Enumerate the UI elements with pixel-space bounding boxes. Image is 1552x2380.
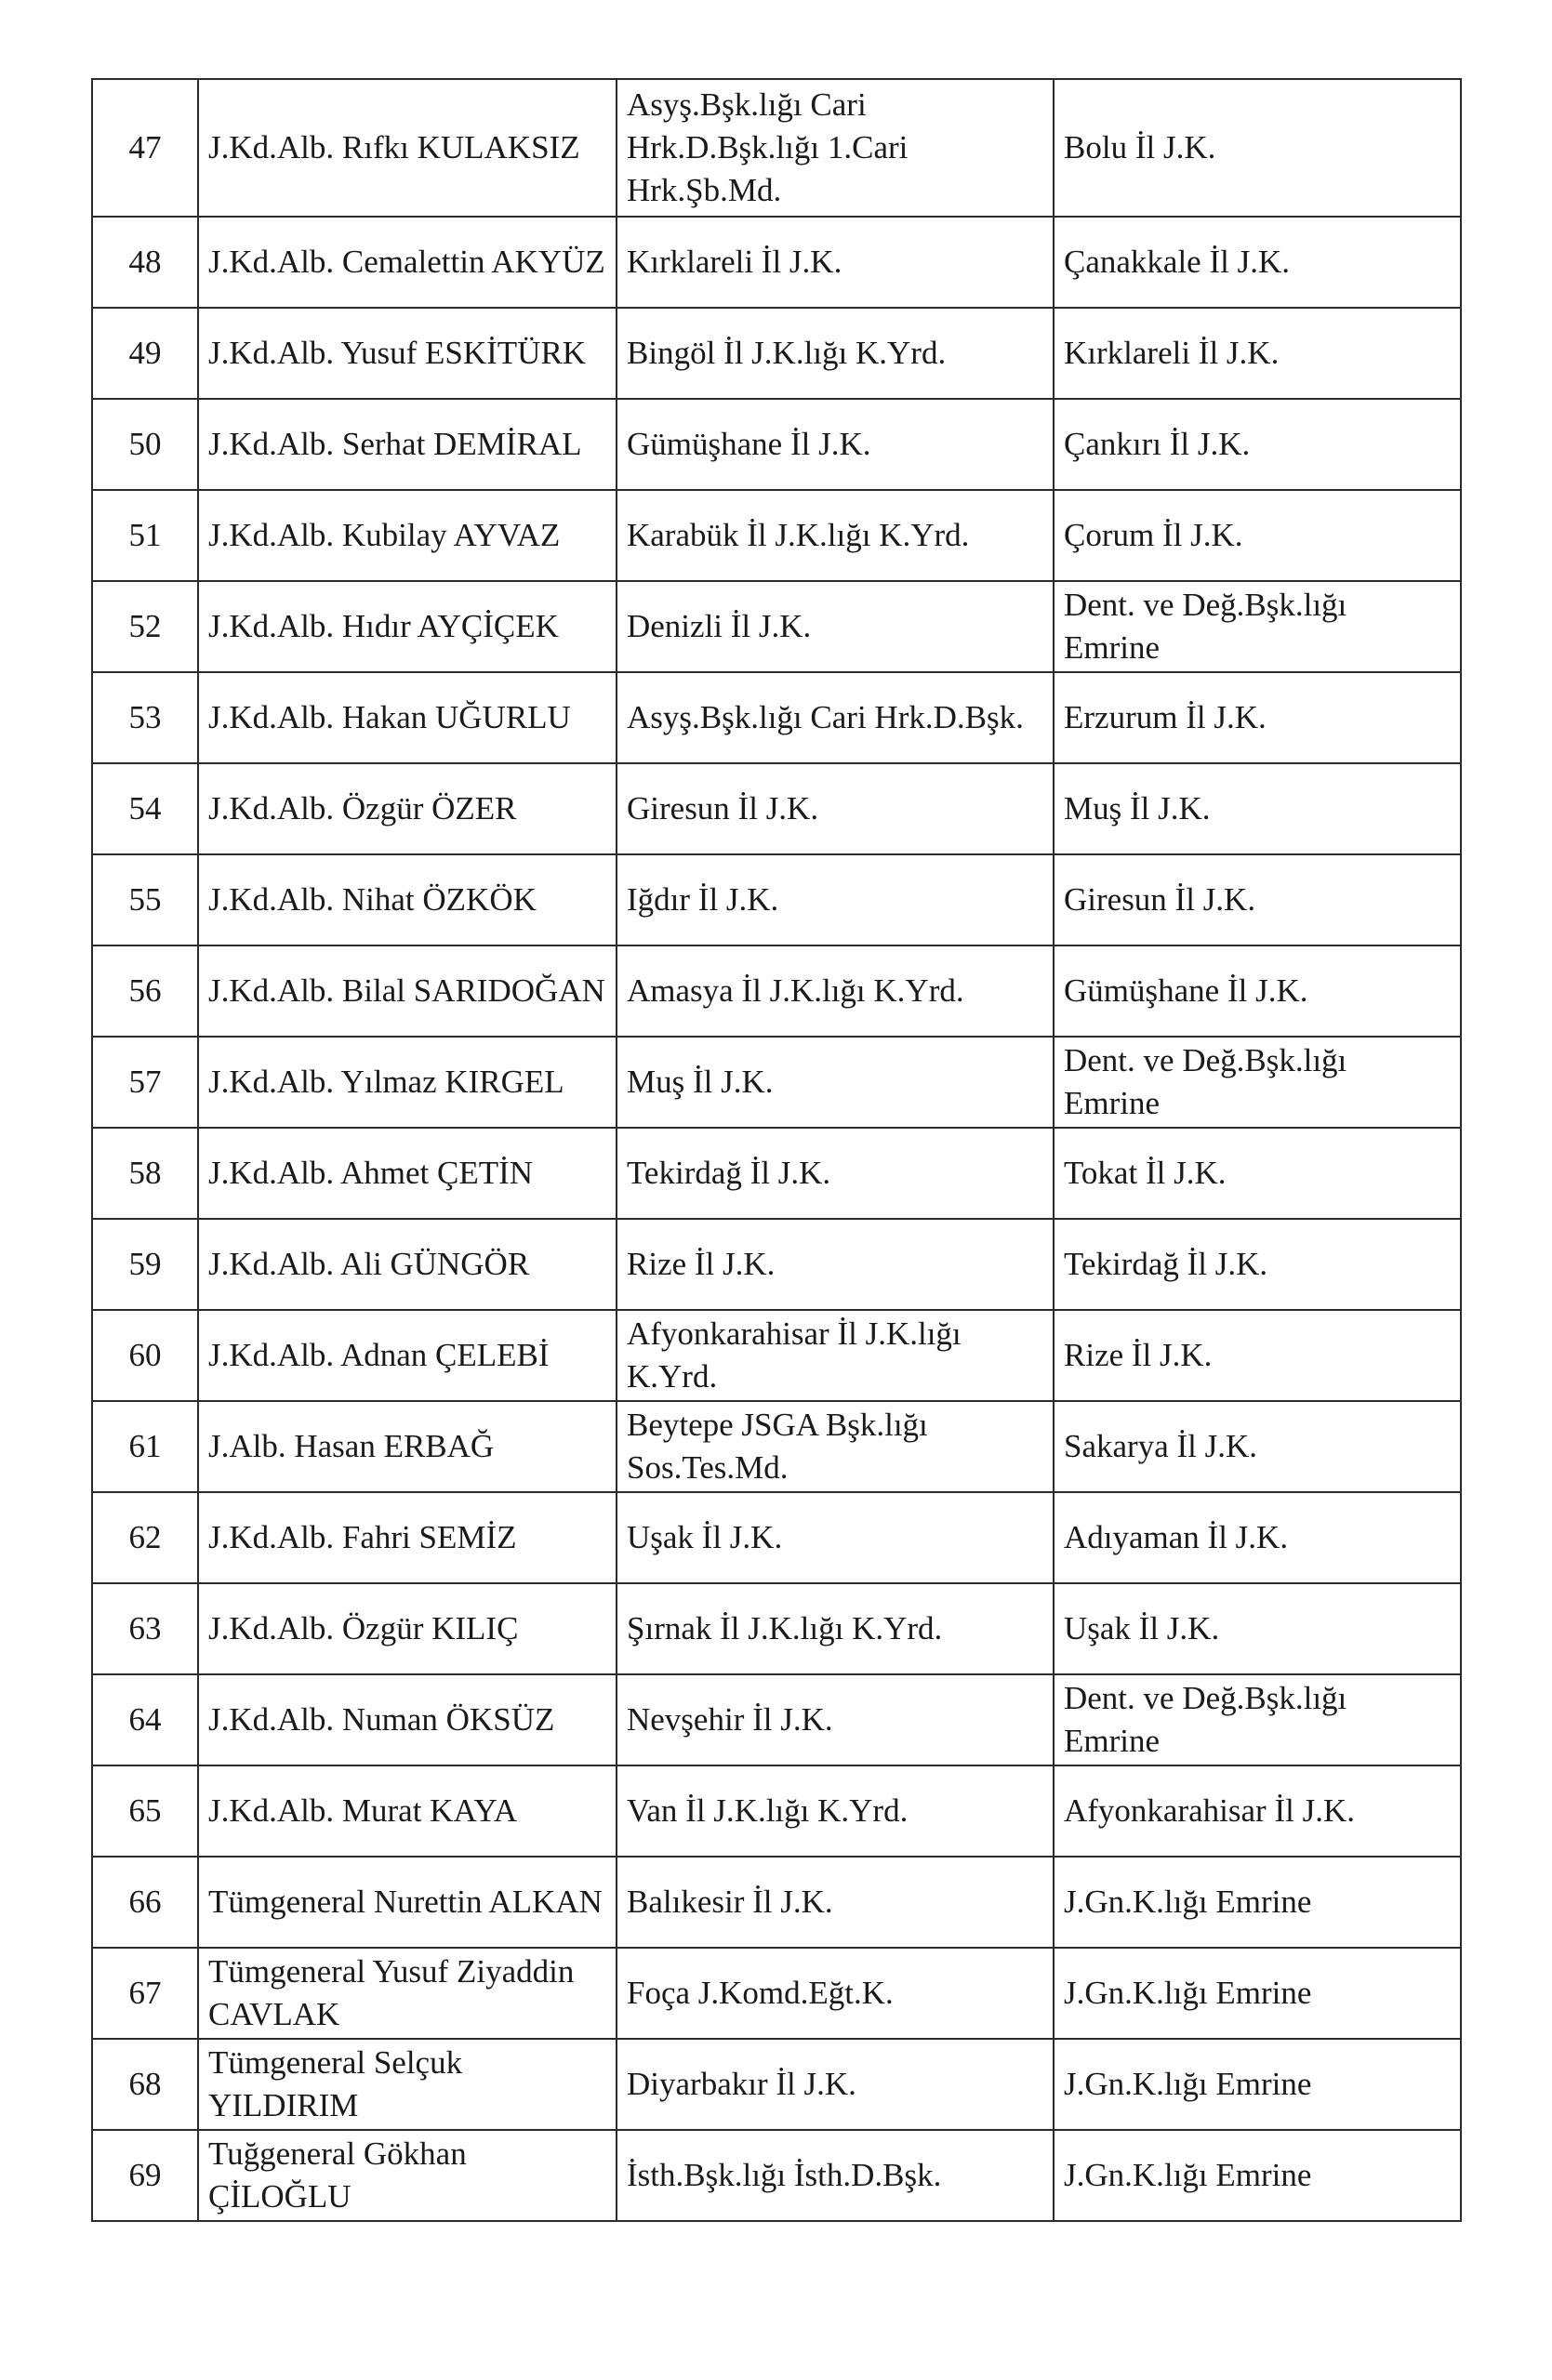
current-post: Asyş.Bşk.lığı Cari Hrk.D.Bşk.lığı 1.Cari Hrk.Şb.Md. — [617, 79, 1054, 217]
new-post: Uşak İl J.K. — [1054, 1583, 1461, 1674]
row-number: 66 — [92, 1857, 198, 1948]
person-name: Tümgeneral Yusuf Ziyaddin CAVLAK — [198, 1948, 617, 2039]
person-name: J.Kd.Alb. Ali GÜNGÖR — [198, 1219, 617, 1310]
current-post: Nevşehir İl J.K. — [617, 1674, 1054, 1765]
new-post: Çankırı İl J.K. — [1054, 399, 1461, 490]
person-name: J.Kd.Alb. Özgür KILIÇ — [198, 1583, 617, 1674]
current-post: İsth.Bşk.lığı İsth.D.Bşk. — [617, 2130, 1054, 2221]
person-name: J.Kd.Alb. Fahri SEMİZ — [198, 1492, 617, 1583]
new-post: Sakarya İl J.K. — [1054, 1401, 1461, 1492]
row-number: 68 — [92, 2039, 198, 2130]
current-post: Gümüşhane İl J.K. — [617, 399, 1054, 490]
row-number: 63 — [92, 1583, 198, 1674]
person-name: Tümgeneral Selçuk YILDIRIM — [198, 2039, 617, 2130]
person-name: Tümgeneral Nurettin ALKAN — [198, 1857, 617, 1948]
current-post: Karabük İl J.K.lığı K.Yrd. — [617, 490, 1054, 581]
row-number: 62 — [92, 1492, 198, 1583]
new-post: Gümüşhane İl J.K. — [1054, 945, 1461, 1037]
person-name: J.Kd.Alb. Murat KAYA — [198, 1765, 617, 1857]
table-row — [92, 945, 1461, 1037]
new-post: Dent. ve Değ.Bşk.lığı Emrine — [1054, 1037, 1461, 1128]
table-row — [92, 1492, 1461, 1583]
new-post: Çanakkale İl J.K. — [1054, 217, 1461, 308]
table-row — [92, 308, 1461, 399]
person-name: J.Kd.Alb. Yusuf ESKİTÜRK — [198, 308, 617, 399]
current-post: Rize İl J.K. — [617, 1219, 1054, 1310]
new-post: Tekirdağ İl J.K. — [1054, 1219, 1461, 1310]
person-name: J.Alb. Hasan ERBAĞ — [198, 1401, 617, 1492]
table-row — [92, 1037, 1461, 1128]
row-number: 60 — [92, 1310, 198, 1401]
new-post: J.Gn.K.lığı Emrine — [1054, 1857, 1461, 1948]
current-post: Kırklareli İl J.K. — [617, 217, 1054, 308]
current-post: Denizli İl J.K. — [617, 581, 1054, 672]
table-row — [92, 1583, 1461, 1674]
new-post: Dent. ve Değ.Bşk.lığı Emrine — [1054, 1674, 1461, 1765]
row-number: 67 — [92, 1948, 198, 2039]
person-name: J.Kd.Alb. Serhat DEMİRAL — [198, 399, 617, 490]
table-row — [92, 1219, 1461, 1310]
table-row — [92, 672, 1461, 763]
current-post: Muş İl J.K. — [617, 1037, 1054, 1128]
row-number: 49 — [92, 308, 198, 399]
current-post: Iğdır İl J.K. — [617, 854, 1054, 945]
table-row — [92, 2039, 1461, 2130]
person-name: J.Kd.Alb. Hakan UĞURLU — [198, 672, 617, 763]
row-number: 50 — [92, 399, 198, 490]
table-row — [92, 1857, 1461, 1948]
current-post: Asyş.Bşk.lığı Cari Hrk.D.Bşk. — [617, 672, 1054, 763]
current-post: Giresun İl J.K. — [617, 763, 1054, 854]
new-post: Dent. ve Değ.Bşk.lığı Emrine — [1054, 581, 1461, 672]
new-post: Erzurum İl J.K. — [1054, 672, 1461, 763]
assignment-table — [91, 78, 1462, 2222]
row-number: 51 — [92, 490, 198, 581]
new-post: Çorum İl J.K. — [1054, 490, 1461, 581]
row-number: 69 — [92, 2130, 198, 2221]
current-post: Uşak İl J.K. — [617, 1492, 1054, 1583]
current-post: Diyarbakır İl J.K. — [617, 2039, 1054, 2130]
row-number: 56 — [92, 945, 198, 1037]
table-row — [92, 1948, 1461, 2039]
row-number: 53 — [92, 672, 198, 763]
person-name: J.Kd.Alb. Hıdır AYÇİÇEK — [198, 581, 617, 672]
new-post: Muş İl J.K. — [1054, 763, 1461, 854]
row-number: 55 — [92, 854, 198, 945]
new-post: Bolu İl J.K. — [1054, 79, 1461, 217]
current-post: Balıkesir İl J.K. — [617, 1857, 1054, 1948]
new-post: J.Gn.K.lığı Emrine — [1054, 2130, 1461, 2221]
person-name: J.Kd.Alb. Kubilay AYVAZ — [198, 490, 617, 581]
current-post: Van İl J.K.lığı K.Yrd. — [617, 1765, 1054, 1857]
table-row — [92, 399, 1461, 490]
table-row — [92, 2130, 1461, 2221]
row-number: 58 — [92, 1128, 198, 1219]
row-number: 61 — [92, 1401, 198, 1492]
person-name: Tuğgeneral Gökhan ÇİLOĞLU — [198, 2130, 617, 2221]
person-name: J.Kd.Alb. Özgür ÖZER — [198, 763, 617, 854]
table-row — [92, 490, 1461, 581]
row-number: 48 — [92, 217, 198, 308]
new-post: Giresun İl J.K. — [1054, 854, 1461, 945]
person-name: J.Kd.Alb. Yılmaz KIRGEL — [198, 1037, 617, 1128]
row-number: 54 — [92, 763, 198, 854]
current-post: Şırnak İl J.K.lığı K.Yrd. — [617, 1583, 1054, 1674]
current-post: Bingöl İl J.K.lığı K.Yrd. — [617, 308, 1054, 399]
table-row — [92, 1674, 1461, 1765]
new-post: Tokat İl J.K. — [1054, 1128, 1461, 1219]
person-name: J.Kd.Alb. Nihat ÖZKÖK — [198, 854, 617, 945]
current-post: Afyonkarahisar İl J.K.lığı K.Yrd. — [617, 1310, 1054, 1401]
current-post: Amasya İl J.K.lığı K.Yrd. — [617, 945, 1054, 1037]
table-row — [92, 854, 1461, 945]
person-name: J.Kd.Alb. Ahmet ÇETİN — [198, 1128, 617, 1219]
table-row — [92, 217, 1461, 308]
person-name: J.Kd.Alb. Adnan ÇELEBİ — [198, 1310, 617, 1401]
row-number: 64 — [92, 1674, 198, 1765]
row-number: 59 — [92, 1219, 198, 1310]
new-post: Rize İl J.K. — [1054, 1310, 1461, 1401]
person-name: J.Kd.Alb. Bilal SARIDOĞAN — [198, 945, 617, 1037]
table-row — [92, 1401, 1461, 1492]
current-post: Beytepe JSGA Bşk.lığı Sos.Tes.Md. — [617, 1401, 1054, 1492]
person-name: J.Kd.Alb. Rıfkı KULAKSIZ — [198, 79, 617, 217]
current-post: Tekirdağ İl J.K. — [617, 1128, 1054, 1219]
table-row — [92, 1765, 1461, 1857]
row-number: 65 — [92, 1765, 198, 1857]
table-row — [92, 1128, 1461, 1219]
new-post: Adıyaman İl J.K. — [1054, 1492, 1461, 1583]
table-row — [92, 1310, 1461, 1401]
new-post: Kırklareli İl J.K. — [1054, 308, 1461, 399]
table-row — [92, 763, 1461, 854]
current-post: Foça J.Komd.Eğt.K. — [617, 1948, 1054, 2039]
new-post: Afyonkarahisar İl J.K. — [1054, 1765, 1461, 1857]
row-number: 57 — [92, 1037, 198, 1128]
person-name: J.Kd.Alb. Cemalettin AKYÜZ — [198, 217, 617, 308]
new-post: J.Gn.K.lığı Emrine — [1054, 1948, 1461, 2039]
row-number: 47 — [92, 79, 198, 217]
new-post: J.Gn.K.lığı Emrine — [1054, 2039, 1461, 2130]
row-number: 52 — [92, 581, 198, 672]
person-name: J.Kd.Alb. Numan ÖKSÜZ — [198, 1674, 617, 1765]
table-row — [92, 581, 1461, 672]
table-row — [92, 79, 1461, 217]
